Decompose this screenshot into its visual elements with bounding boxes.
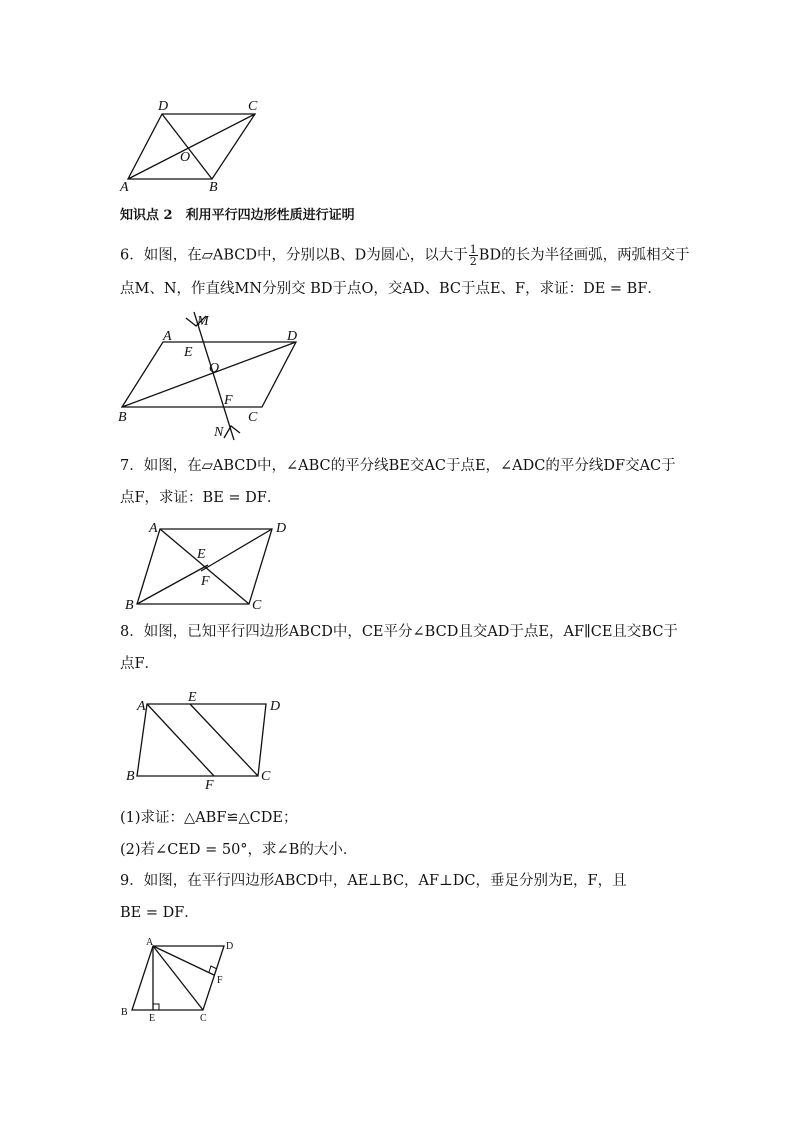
problem-8-question-1: (1)求证：△ABF≌△CDE； [120,810,298,826]
diagonal-ac [153,946,203,1010]
problem-8-line-1: 8．如图，已知平行四边形ABCD中，CE平分∠BCD且交AD于点E，AF∥CE且交BC于 [120,624,678,640]
figure-parallelogram-diagonals [0,0,794,200]
label-c: C [248,410,258,425]
p6-text-a: 6．如图，在 [120,247,202,264]
problem-7-line-2: 点F，求证：BE = DF． [120,490,282,506]
label-a: A [137,699,146,714]
label-a: A [163,329,172,344]
label-e: E [197,547,206,562]
label-n: N [214,425,224,440]
problem-9-line-1: 9．如图，在平行四边形ABCD中，AE⊥BC，AF⊥DC，垂足分别为E，F，且 [120,873,627,889]
label-b: B [121,1007,128,1018]
fraction-numerator: 1 [469,243,477,256]
p6-text-d: BD的长为半径画弧，两弧相交于 [478,247,690,264]
label-e: E [184,345,193,360]
label-b: B [118,410,127,425]
parallelogram-symbol: ▱ [201,458,213,474]
label-d: D [226,941,234,952]
label-o: O [180,150,191,165]
p6-text-c: B、D为圆心，以大于 [329,247,468,264]
problem-7-line-1 [120,456,676,476]
label-a: A [149,521,158,536]
label-m: M [197,314,209,329]
label-d: D [158,99,169,114]
altitude-af [153,946,214,975]
label-c: C [261,769,271,784]
label-d: D [276,521,287,536]
fraction-denominator: 2 [469,255,477,268]
label-f: F [201,574,210,589]
right-angle-e [153,1004,159,1010]
diagonal-ac [128,114,255,179]
section-heading: 知识点 2 利用平行四边形性质进行证明 [120,208,355,223]
line-mn [194,312,234,440]
label-a: A [120,180,129,195]
p7-text-a: 7．如图，在 [120,458,202,474]
diagonal-bd [162,114,212,179]
label-d: D [270,699,281,714]
problem-8-line-2: 点F． [120,656,160,672]
fraction-one-half [469,244,478,267]
figure-parallelogram-bisectors [0,515,794,615]
label-c: C [200,1013,207,1024]
label-f: F [224,393,233,408]
label-e: E [149,1013,156,1024]
problem-9-line-2: BE = DF． [120,905,199,921]
p7-text-b: ABCD中，∠ABC的平分线BE交AC于点E，∠ADC的平分线DF交AC于 [212,458,676,474]
figure-parallelogram-altitudes [0,935,794,1025]
label-c: C [252,598,262,613]
label-e: E [188,690,197,705]
parallelogram-symbol: ▱ [201,247,213,264]
label-f: F [217,975,223,986]
label-b: B [209,180,218,195]
problem-8-question-2: (2)若∠CED = 50°，求∠B的大小． [120,842,358,858]
label-o: O [209,361,220,376]
label-c: C [248,99,258,114]
segment-af [147,704,214,776]
label-b: B [125,598,134,613]
problem-6-line-1 [120,244,690,267]
figure-parallelogram-parallel-lines [0,685,794,795]
figure-parallelogram-perpendicular-bisector [0,300,794,450]
segment-ec [190,704,258,776]
label-b: B [126,769,135,784]
label-d: D [287,329,298,344]
p6-text-b: ABCD中，分别以 [212,247,330,264]
problem-6-line-2: 点M、N，作直线MN分别交 BD于点O，交AD、BC于点E、F，求证：DE = BF． [120,281,662,297]
label-f: F [205,778,214,793]
label-a: A [146,937,154,948]
